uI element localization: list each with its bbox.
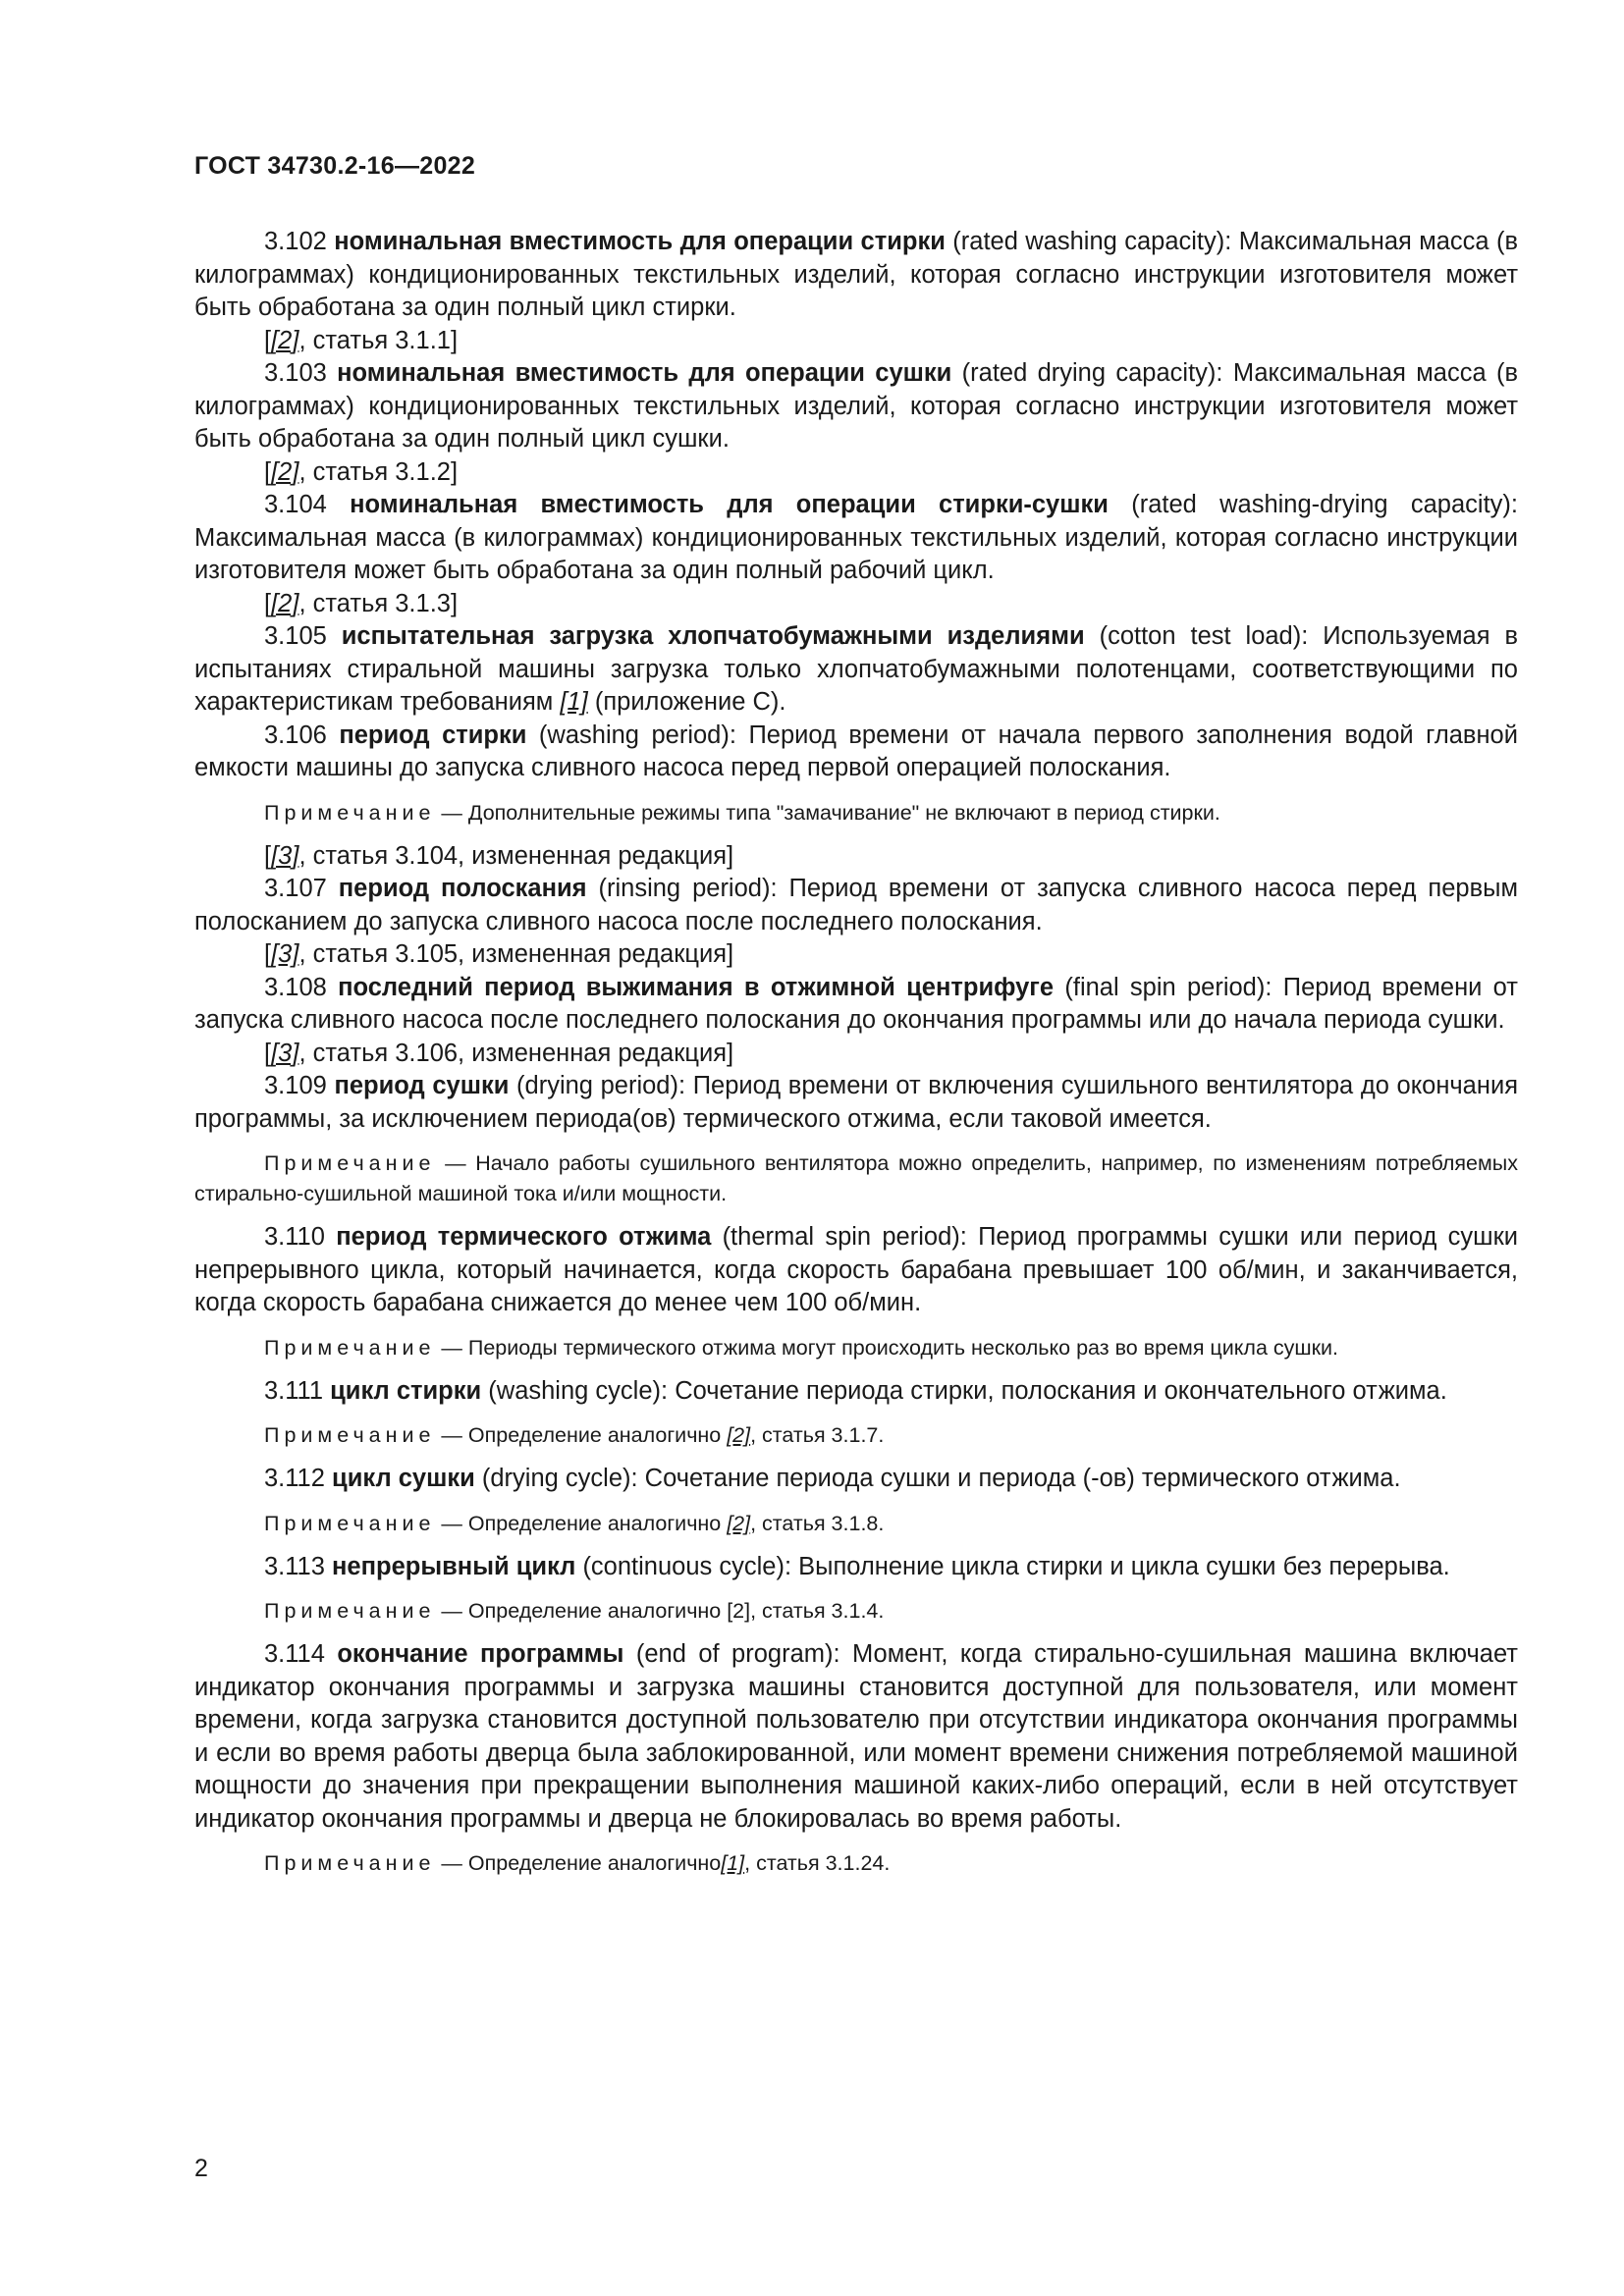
reference-link: [3] xyxy=(271,841,299,870)
term-definition-text: Период времени от запуска сливного насоса перед первым полосканием до запуска сливного насоса после последнего полоскания. xyxy=(194,875,1518,935)
note-text: — Периоды термического отжима могут происходить несколько раз во время цикла сушки. xyxy=(435,1335,1339,1360)
term-definition xyxy=(194,1375,1518,1409)
term-definition-text: Период программы сушки или период сушки непрерывного цикла, который начинается, когда скорость барабана превышает 100 об/мин, и заканчивается, когда скорость барабана снижается до менее чем 100 об/мин. xyxy=(194,1223,1518,1316)
term-name: номинальная вместимость для операции стирки xyxy=(334,228,946,255)
note-text: — Начало работы сушильного вентилятора можно определить, например, по изменениям потребляемых стирально-сушильной машиной тока и/или мощности. xyxy=(194,1151,1518,1205)
term-name: цикл стирки xyxy=(330,1376,482,1405)
note-text: — Определение аналогично xyxy=(435,1851,722,1875)
term-name: последний период выжимания в отжимной центрифуге xyxy=(338,973,1055,1001)
note-label: Примечание xyxy=(264,1511,436,1535)
term-number: 3.114 xyxy=(264,1640,325,1668)
note-text: — Определение аналогично xyxy=(435,1423,728,1447)
note xyxy=(194,798,1518,828)
term-number: 3.105 xyxy=(264,622,327,650)
term-definition xyxy=(194,1070,1518,1136)
reference-link: [2] xyxy=(271,326,299,354)
term-english: (rated drying capacity): xyxy=(951,359,1233,387)
note xyxy=(194,1333,1518,1363)
source-text: , статья 3.104, измененная редакция] xyxy=(298,841,734,870)
term-definition-text: Выполнение цикла стирки и цикла сушки без перерыва. xyxy=(798,1552,1450,1580)
term-number: 3.106 xyxy=(264,721,327,749)
term-name: номинальная вместимость для операции стирки-сушки xyxy=(350,491,1109,518)
note-tail: , статья 3.1.7. xyxy=(750,1423,885,1447)
term-definition xyxy=(194,873,1518,938)
term-definition xyxy=(194,972,1518,1038)
term-name: цикл сушки xyxy=(332,1465,475,1492)
term-definition-text: Максимальная масса (в килограммах) кондиционированных текстильных изделий, которая согласно инструкции изготовителя может быть обработана за один полный цикл стирки. xyxy=(194,228,1519,321)
term-number: 3.110 xyxy=(264,1223,325,1251)
note xyxy=(194,1509,1518,1539)
term-definition xyxy=(194,1221,1518,1320)
reference-link: [2] xyxy=(727,1423,751,1447)
term-name: период полоскания xyxy=(338,875,587,902)
term-english: (continuous cycle): xyxy=(575,1552,799,1580)
term-name: период термического отжима xyxy=(336,1223,712,1251)
term-english: (rated washing-drying capacity): xyxy=(1108,491,1518,518)
note-label: Примечание xyxy=(264,1851,436,1875)
note xyxy=(194,1148,1518,1209)
term-english: (rated washing capacity): xyxy=(945,228,1239,255)
reference-link: [3] xyxy=(271,940,299,968)
note xyxy=(194,1420,1518,1451)
reference-link: [3] xyxy=(271,1039,299,1067)
term-name: испытательная загрузка хлопчатобумажными изделиями xyxy=(341,622,1085,650)
term-number: 3.113 xyxy=(264,1552,325,1580)
term-definition-text: Сочетание периода стирки, полоскания и окончательного отжима. xyxy=(675,1376,1447,1405)
term-number: 3.104 xyxy=(264,491,327,518)
reference-link: [2] xyxy=(271,457,299,486)
term-english: (end of program): xyxy=(623,1640,852,1668)
term-definition-text: Максимальная масса (в килограммах) кондиционированных текстильных изделий, которая согласно инструкции изготовителя может быть обработана за один полный рабочий цикл. xyxy=(194,523,1518,584)
source-reference: [[3], статья 3.105, измененная редакция] xyxy=(264,940,734,968)
term-number: 3.111 xyxy=(264,1376,324,1405)
term-definition xyxy=(194,489,1518,588)
note-text: — Определение аналогично [2], статья 3.1.4. xyxy=(435,1599,885,1623)
reference-link: [1] xyxy=(560,688,588,716)
document-header: ГОСТ 34730.2-16—2022 xyxy=(194,152,476,180)
term-name: период стирки xyxy=(339,721,527,749)
source-text: , статья 3.106, измененная редакция] xyxy=(298,1039,734,1067)
note-label: Примечание xyxy=(264,800,436,825)
term-english: (rinsing period): xyxy=(586,875,789,902)
source-text: , статья 3.1.1] xyxy=(298,326,459,354)
source-text: , статья 3.1.2] xyxy=(298,457,459,486)
term-english: (drying cycle): xyxy=(474,1465,645,1492)
term-english: (cotton test load): xyxy=(1084,622,1324,650)
term-number: 3.112 xyxy=(264,1465,325,1492)
term-name: номинальная вместимость для операции сушки xyxy=(337,359,952,387)
term-number: 3.102 xyxy=(264,228,327,255)
note-label: Примечание xyxy=(264,1599,436,1623)
source-reference: [[2], статья 3.1.2] xyxy=(264,457,459,486)
note-tail: , статья 3.1.8. xyxy=(750,1511,885,1535)
note-label: Примечание xyxy=(264,1423,436,1447)
term-definition xyxy=(194,620,1518,720)
note-label: Примечание xyxy=(264,1335,436,1360)
term-definition xyxy=(194,226,1518,325)
term-definition-text: Сочетание периода сушки и периода (-ов) термического отжима. xyxy=(644,1465,1401,1492)
note xyxy=(194,1596,1518,1627)
source-text: , статья 3.105, измененная редакция] xyxy=(298,940,734,968)
source-text: , статья 3.1.3] xyxy=(298,589,459,617)
term-definition-text: Период времени от начала первого заполнения водой главной емкости машины до запуска сливного насоса перед первой операцией полоскания. xyxy=(194,721,1518,781)
term-definition-tail: (приложение С). xyxy=(587,688,786,716)
page-number: 2 xyxy=(194,2155,208,2182)
note xyxy=(194,1848,1518,1879)
term-english: (washing cycle): xyxy=(481,1376,676,1405)
term-definition xyxy=(194,1463,1518,1496)
term-definition-text: Момент, когда стирально-сушильная машина включает индикатор окончания программы и загрузка машины становится доступной для пользователя, или момент времени, когда загрузка становится доступной пользователю при отсутствии индикатора окончания программы и если во время работы дверца была заблокированной, или момент времени снижения потребляемой машиной мощности до значения при прекращении выполнения машиной каких-либо операций, если в ней отсутствует индикатор окончания программы и дверца не блокировалась во время работы. xyxy=(194,1640,1518,1833)
note-label: Примечание xyxy=(264,1151,436,1175)
term-english: (drying period): xyxy=(509,1072,693,1099)
source-reference: [[3], статья 3.106, измененная редакция] xyxy=(264,1039,734,1067)
term-name: окончание программы xyxy=(337,1640,624,1668)
document-body xyxy=(194,226,1518,1891)
term-name: период сушки xyxy=(334,1072,510,1099)
reference-link: [2] xyxy=(727,1511,751,1535)
source-reference: [[2], статья 3.1.3] xyxy=(264,589,459,617)
term-definition xyxy=(194,1638,1518,1836)
source-reference: [[3], статья 3.104, измененная редакция] xyxy=(264,841,734,870)
reference-link: [1] xyxy=(721,1851,745,1875)
term-number: 3.103 xyxy=(264,359,327,387)
term-number: 3.109 xyxy=(264,1072,327,1099)
term-definition-text: Используемая в испытаниях стиральной машины загрузка только хлопчатобумажными полотенцами, соответствующими по характеристикам требованиям xyxy=(194,622,1518,716)
term-definition xyxy=(194,720,1518,785)
source-reference: [[2], статья 3.1.1] xyxy=(264,326,459,354)
reference-link: [2] xyxy=(271,589,299,617)
term-definition xyxy=(194,357,1518,456)
term-definition-text: Максимальная масса (в килограммах) кондиционированных текстильных изделий, которая согласно инструкции изготовителя может быть обработана за один полный цикл сушки. xyxy=(194,359,1518,453)
term-number: 3.107 xyxy=(264,875,327,902)
term-name: непрерывный цикл xyxy=(332,1552,576,1580)
note-text: — Дополнительные режимы типа "замачивание" не включают в период стирки. xyxy=(435,800,1220,825)
term-number: 3.108 xyxy=(264,973,327,1001)
note-tail: , статья 3.1.24. xyxy=(744,1851,891,1875)
term-english: (washing period): xyxy=(526,721,749,749)
term-english: (final spin period): xyxy=(1054,973,1283,1001)
note-text: — Определение аналогично xyxy=(435,1511,728,1535)
term-english: (thermal spin period): xyxy=(711,1223,979,1251)
term-definition-text: Период времени от запуска сливного насоса после последнего полоскания до окончания программы или до начала периода сушки. xyxy=(194,973,1518,1034)
term-definition xyxy=(194,1551,1518,1584)
term-definition-text: Период времени от включения сушильного вентилятора до окончания программы, за исключением периода(ов) термического отжима, если таковой имеется. xyxy=(194,1072,1518,1133)
